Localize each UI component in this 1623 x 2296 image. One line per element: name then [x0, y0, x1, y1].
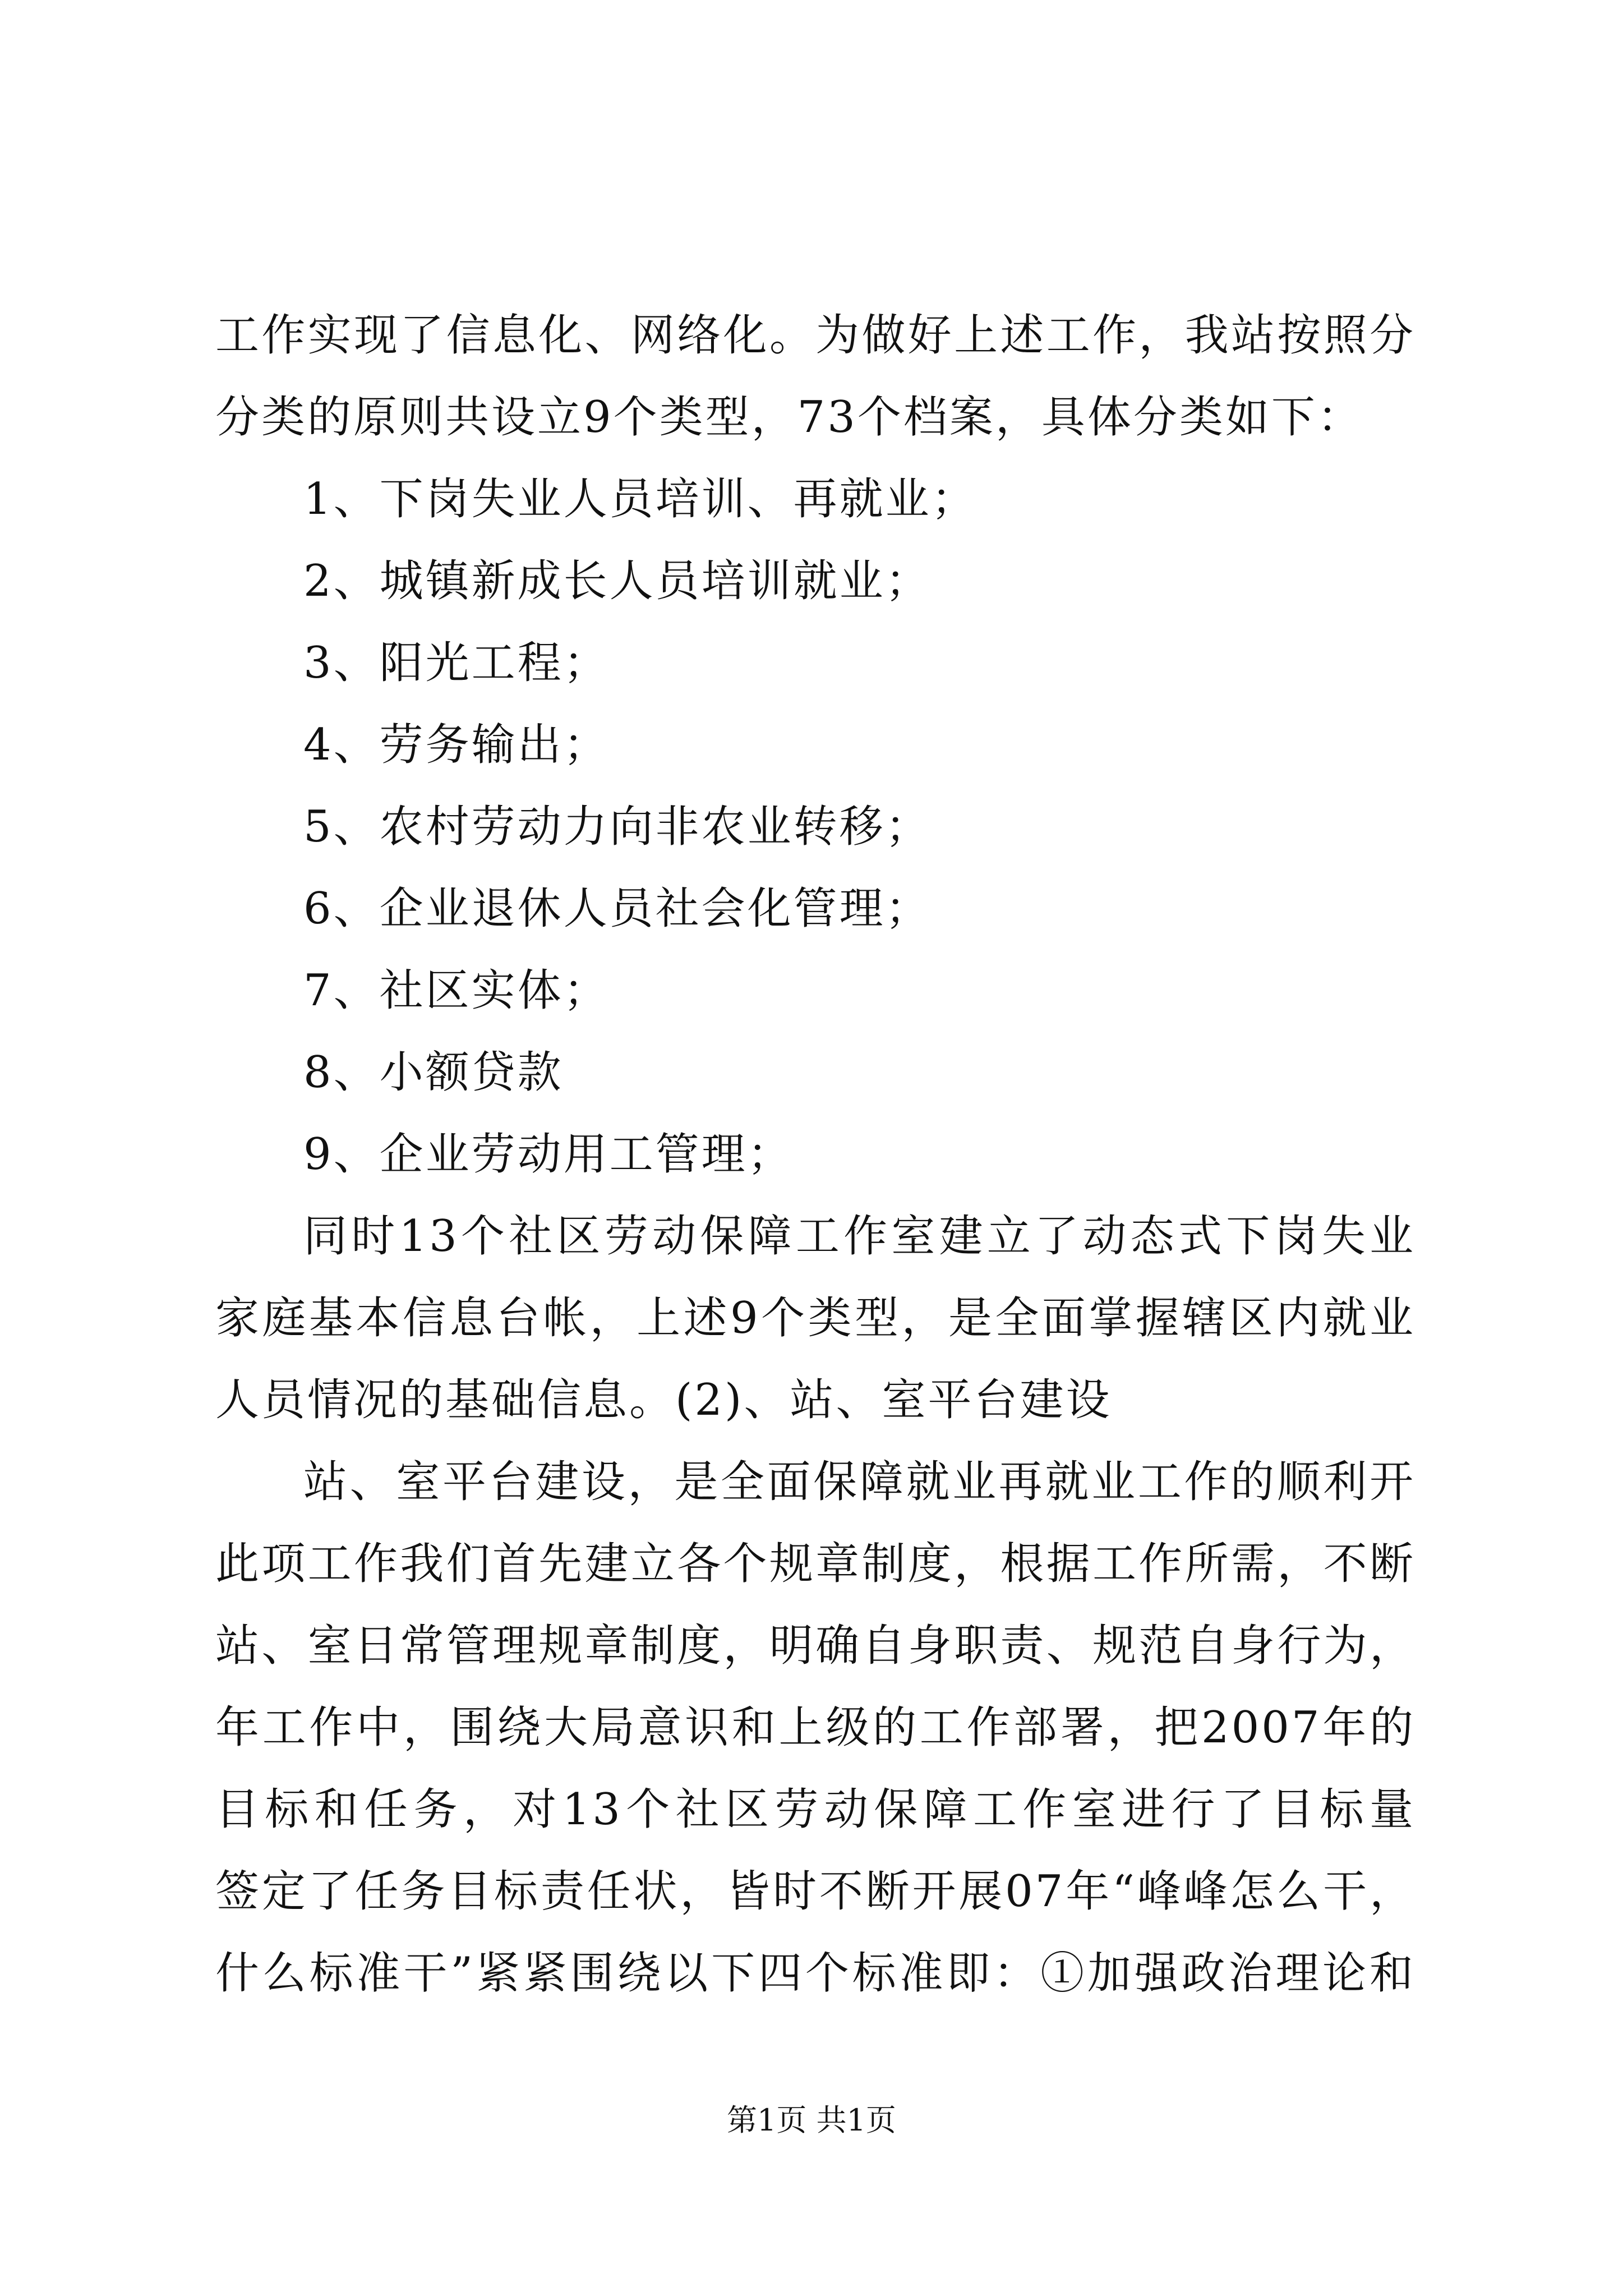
paragraph-line: 年工作中，围绕大局意识和上级的工作部署，把2007年的 [215, 1703, 1415, 1753]
paragraph-line: 家庭基本信息台帐，上述9个类型，是全面掌握辖区内就业 [215, 1293, 1415, 1343]
list-item: 3、阳光工程； [303, 638, 610, 688]
page-footer: 第1页 共1页 [727, 2102, 896, 2138]
list-item: 9、企业劳动用工管理； [303, 1129, 794, 1180]
paragraph-line: 同时13个社区劳动保障工作室建立了动态式下岗失业 [303, 1211, 1415, 1262]
list-item: 1、下岗失业人员培训、再就业； [303, 474, 978, 524]
list-item: 2、城镇新成长人员培训就业； [303, 556, 932, 606]
list-item: 6、企业退休人员社会化管理； [303, 884, 932, 934]
paragraph-line: 目标和任务，对13个社区劳动保障工作室进行了目标量 [215, 1784, 1415, 1835]
paragraph-line: 人员情况的基础信息。(2)、站、室平台建设 [215, 1375, 1112, 1425]
paragraph-line: 签定了任务目标责任状，皆时不断开展07年“峰峰怎么干， [215, 1866, 1415, 1917]
paragraph-line: 站、室平台建设，是全面保障就业再就业工作的顺利开 [303, 1457, 1415, 1507]
paragraph-line: 站、室日常管理规章制度，明确自身职责、规范自身行为， [215, 1621, 1415, 1671]
list-item: 7、社区实体； [303, 965, 610, 1016]
list-item: 8、小额贷款 [303, 1047, 564, 1098]
list-item: 5、农村劳动力向非农业转移； [303, 802, 932, 852]
paragraph-line: 工作实现了信息化、网络化。为做好上述工作，我站按照分 [215, 310, 1415, 361]
paragraph-line: 分类的原则共设立9个类型，73个档案，具体分类如下： [215, 392, 1363, 443]
paragraph-line: 此项工作我们首先建立各个规章制度，根据工作所需，不断 [215, 1539, 1415, 1589]
list-item: 4、劳务输出； [303, 720, 610, 770]
document-body [215, 295, 1415, 2014]
paragraph-line: 什么标准干”紧紧围绕以下四个标准即：①加强政治理论和 [215, 1948, 1415, 1999]
